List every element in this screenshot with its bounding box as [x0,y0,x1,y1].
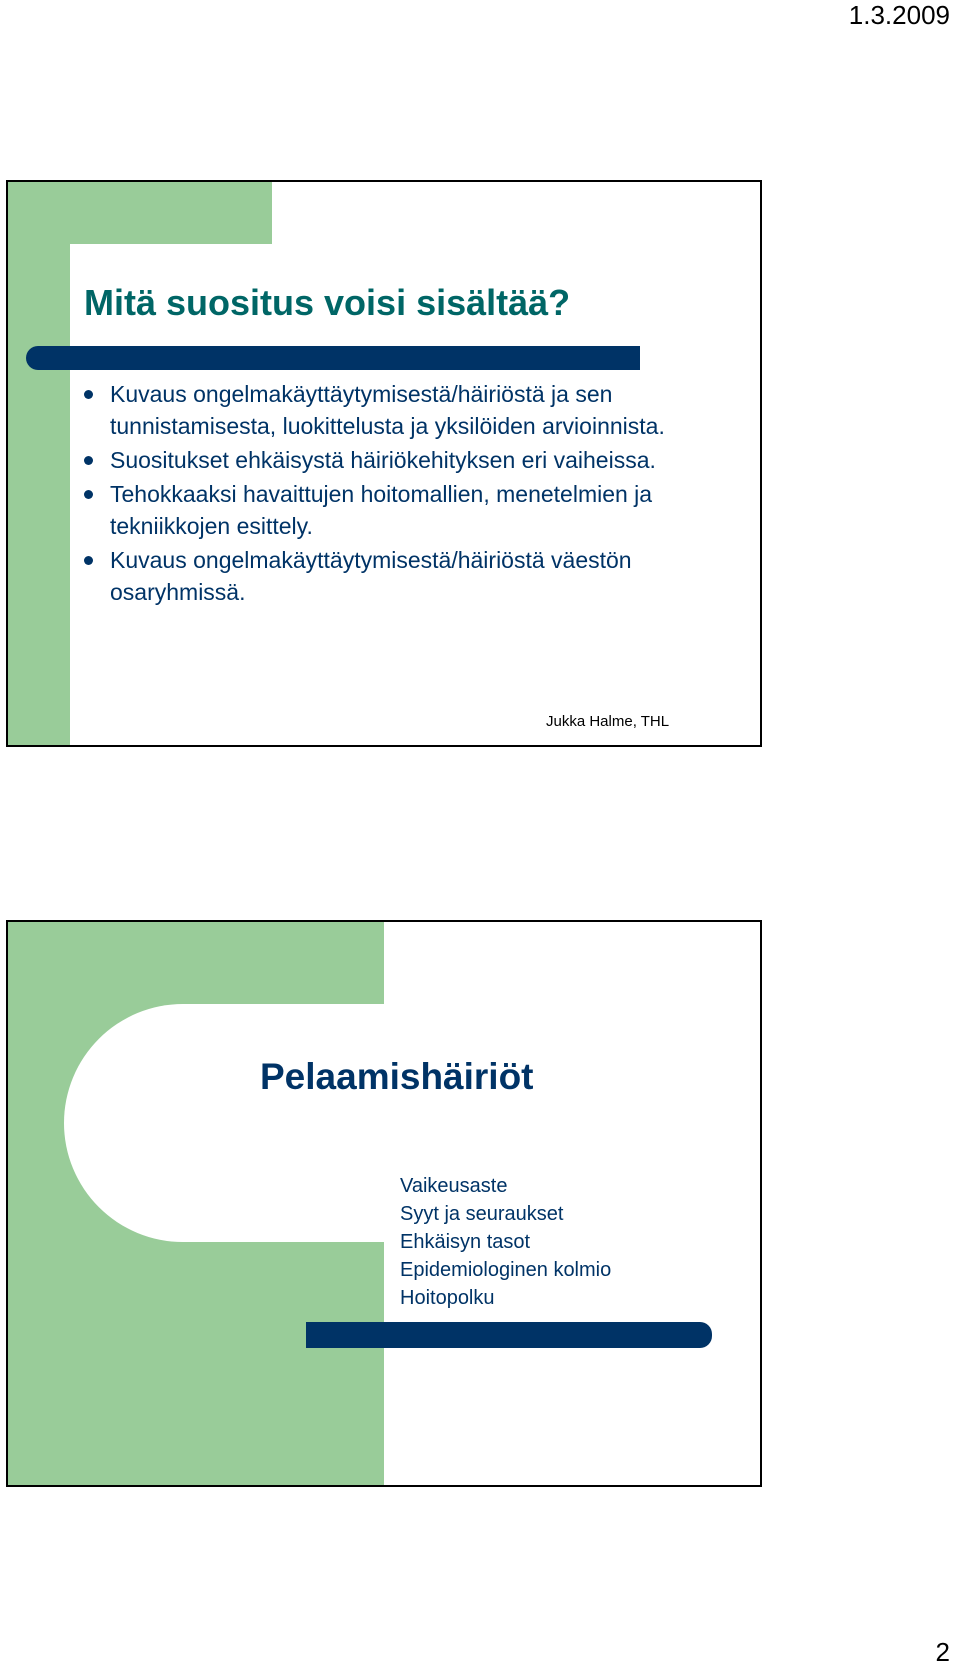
green-decor-side [8,182,70,745]
topic-list [400,1172,611,1312]
list-item: Syyt ja seuraukset [400,1203,564,1225]
bullet-text: Kuvaus ongelmakäyttäytymisestä/häiriöstä ja sen tunnistamisesta, luokittelusta ja yksilöiden arvioinnista. [110,381,665,439]
list-item [82,478,722,542]
bullet-icon [84,556,93,565]
decor-bar [306,1322,712,1348]
list-item: Hoitopolku [400,1287,495,1309]
bullet-icon [84,456,93,465]
list-item: Vaikeusaste [400,1175,508,1197]
page-number: 2 [935,1637,950,1667]
list-item [82,544,722,608]
page-date: 1.3.2009 [848,0,950,30]
list-item [82,444,722,476]
slide-footer: Jukka Halme, THL [546,713,670,730]
bullet-text: Suositukset ehkäisystä häiriökehityksen eri vaiheissa. [110,447,656,473]
slide-title: Pelaamishäiriöt [260,1056,534,1097]
slide-title: Mitä suositus voisi sisältää? [84,282,571,323]
list-item: Ehkäisyn tasot [400,1231,531,1253]
bullet-text: Kuvaus ongelmakäyttäytymisestä/häiriöstä väestön osaryhmissä. [110,547,632,605]
title-underline-bar [26,346,640,370]
bullet-list [82,378,722,610]
slide-1 [6,180,762,747]
content-panel-top [384,922,760,1004]
bullet-icon [84,390,93,399]
bullet-icon [84,490,93,499]
list-item [82,378,722,442]
bullet-text: Tehokkaaksi havaittujen hoitomallien, menetelmien ja tekniikkojen esittely. [110,481,653,539]
list-item: Epidemiologinen kolmio [400,1259,612,1281]
slide-2 [6,920,762,1487]
